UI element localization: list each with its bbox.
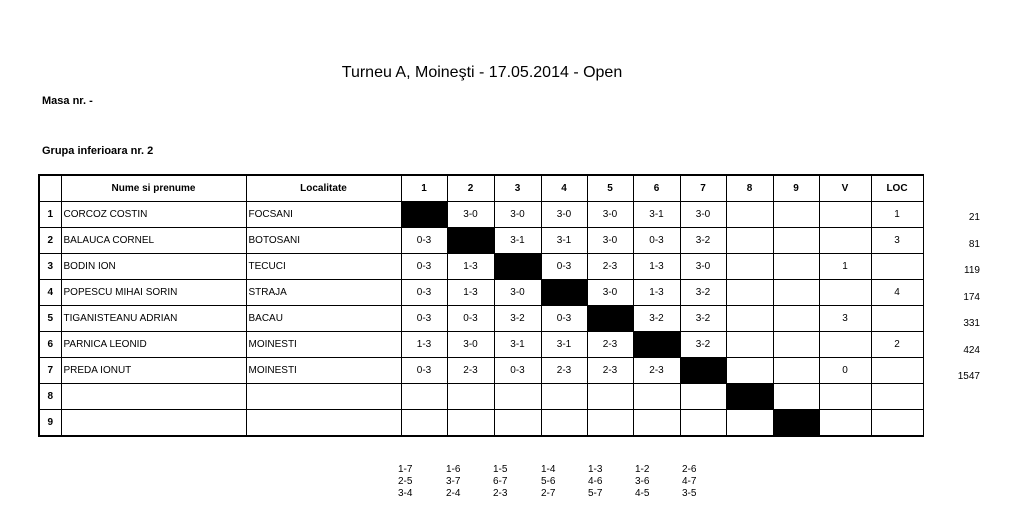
score-cell [401, 410, 447, 437]
wins-cell [819, 202, 871, 228]
score-cell: 1-3 [633, 254, 680, 280]
schedule-round [541, 464, 581, 500]
player-city: FOCSANI [246, 202, 401, 228]
player-number: 8 [39, 384, 61, 410]
wins-cell [819, 280, 871, 306]
wins-cell [819, 332, 871, 358]
schedule-round [493, 464, 533, 500]
score-cell: 0-3 [401, 280, 447, 306]
score-cell [494, 384, 541, 410]
place-cell [871, 306, 923, 332]
schedule-match: 3-7 [446, 476, 461, 487]
player-city: STRAJA [246, 280, 401, 306]
score-cell: 3-2 [680, 332, 726, 358]
diagonal-cell [494, 254, 541, 280]
score-cell [726, 358, 773, 384]
column-header: 8 [726, 175, 773, 202]
wins-cell: 0 [819, 358, 871, 384]
player-number: 4 [39, 280, 61, 306]
score-cell [773, 202, 819, 228]
score-cell: 3-0 [587, 228, 633, 254]
schedule-match: 1-3 [588, 464, 603, 475]
column-header [39, 175, 61, 202]
schedule-match: 1-4 [541, 464, 556, 475]
diagonal-cell [633, 332, 680, 358]
column-header: Nume si prenume [61, 175, 246, 202]
place-cell: 3 [871, 228, 923, 254]
score-cell [726, 228, 773, 254]
points-value: 21 [968, 212, 980, 223]
diagonal-cell [401, 202, 447, 228]
schedule-round [588, 464, 628, 500]
header-row [39, 175, 923, 202]
schedule-match: 5-7 [588, 488, 603, 499]
points-value: 1547 [957, 371, 980, 382]
schedule-match: 2-6 [682, 464, 697, 475]
table-row [39, 254, 923, 280]
player-name: POPESCU MIHAI SORIN [61, 280, 246, 306]
schedule-round [446, 464, 486, 500]
score-cell: 1-3 [447, 280, 494, 306]
player-city [246, 384, 401, 410]
player-city [246, 410, 401, 437]
diagonal-cell [680, 358, 726, 384]
results-grid [38, 174, 924, 437]
score-cell: 3-2 [680, 228, 726, 254]
schedule-match: 3-6 [635, 476, 650, 487]
score-cell: 3-1 [494, 228, 541, 254]
schedule-match: 1-2 [635, 464, 650, 475]
score-cell: 0-3 [633, 228, 680, 254]
score-cell [447, 410, 494, 437]
player-name: PREDA IONUT [61, 358, 246, 384]
score-cell [680, 410, 726, 437]
column-header: 7 [680, 175, 726, 202]
score-cell [773, 254, 819, 280]
diagonal-cell [447, 228, 494, 254]
player-city: BOTOSANI [246, 228, 401, 254]
score-cell: 3-0 [494, 280, 541, 306]
points-value: 119 [964, 265, 980, 276]
schedule-match: 2-4 [446, 488, 461, 499]
table-row [39, 228, 923, 254]
score-cell [587, 410, 633, 437]
points-value: 81 [968, 238, 980, 250]
score-cell: 3-2 [494, 306, 541, 332]
score-cell: 2-3 [587, 332, 633, 358]
schedule-match: 4-7 [682, 476, 697, 487]
score-cell: 3-0 [541, 202, 587, 228]
schedule-match: 4-6 [588, 476, 603, 487]
table-row [39, 332, 923, 358]
column-header: 5 [587, 175, 633, 202]
table-row [39, 306, 923, 332]
score-cell: 3-0 [494, 202, 541, 228]
score-cell: 1-3 [401, 332, 447, 358]
player-name: TIGANISTEANU ADRIAN [61, 306, 246, 332]
schedule-match: 1-7 [398, 464, 413, 475]
score-cell: 3-0 [587, 202, 633, 228]
table-row [39, 202, 923, 228]
column-header: V [819, 175, 871, 202]
score-cell [494, 410, 541, 437]
score-cell [773, 358, 819, 384]
column-header: 9 [773, 175, 819, 202]
score-cell [773, 228, 819, 254]
schedule-match: 6-7 [493, 476, 508, 487]
player-number: 6 [39, 332, 61, 358]
column-header: 3 [494, 175, 541, 202]
player-city: BACAU [246, 306, 401, 332]
player-name: PARNICA LEONID [61, 332, 246, 358]
score-cell [587, 384, 633, 410]
wins-cell: 1 [819, 254, 871, 280]
column-header: Localitate [246, 175, 401, 202]
schedule-match: 2-7 [541, 488, 556, 499]
schedule-match: 3-5 [682, 488, 697, 499]
table-row [39, 358, 923, 384]
place-cell [871, 358, 923, 384]
player-name [61, 410, 246, 437]
player-number: 3 [39, 254, 61, 280]
score-cell [773, 306, 819, 332]
schedule-match: 2-3 [493, 488, 508, 499]
wins-cell [819, 228, 871, 254]
score-cell: 2-3 [447, 358, 494, 384]
score-cell [726, 254, 773, 280]
score-cell [680, 384, 726, 410]
score-cell: 2-3 [541, 358, 587, 384]
score-cell: 0-3 [541, 254, 587, 280]
score-cell: 3-1 [541, 332, 587, 358]
player-number: 5 [39, 306, 61, 332]
score-cell: 2-3 [633, 358, 680, 384]
place-cell: 1 [871, 202, 923, 228]
score-cell: 3-2 [680, 306, 726, 332]
score-cell [401, 384, 447, 410]
schedule-round [635, 464, 675, 500]
score-cell: 3-0 [447, 332, 494, 358]
score-cell [773, 384, 819, 410]
schedule-match: 1-5 [493, 464, 508, 475]
score-cell: 0-3 [494, 358, 541, 384]
score-cell: 3-1 [494, 332, 541, 358]
diagonal-cell [587, 306, 633, 332]
score-cell: 3-0 [680, 202, 726, 228]
score-cell [633, 384, 680, 410]
schedule-match: 3-4 [398, 488, 413, 499]
player-name: BALAUCA CORNEL [61, 228, 246, 254]
column-header: 6 [633, 175, 680, 202]
score-cell [541, 384, 587, 410]
table-row [39, 410, 923, 437]
score-cell: 1-3 [447, 254, 494, 280]
wins-cell [819, 384, 871, 410]
score-cell: 3-1 [633, 202, 680, 228]
table-row [39, 280, 923, 306]
score-cell: 1-3 [633, 280, 680, 306]
wins-cell: 3 [819, 306, 871, 332]
diagonal-cell [541, 280, 587, 306]
place-cell [871, 410, 923, 437]
diagonal-cell [773, 410, 819, 437]
score-cell: 3-0 [680, 254, 726, 280]
schedule-match: 1-6 [446, 464, 461, 475]
player-city: TECUCI [246, 254, 401, 280]
score-cell [726, 280, 773, 306]
schedule-round [398, 464, 438, 500]
schedule-round [682, 464, 722, 500]
place-cell: 4 [871, 280, 923, 306]
group-label: Grupa inferioara nr. 2 [42, 145, 154, 157]
score-cell: 2-3 [587, 358, 633, 384]
place-cell [871, 254, 923, 280]
score-cell: 0-3 [401, 306, 447, 332]
player-number: 9 [39, 410, 61, 437]
column-header: 2 [447, 175, 494, 202]
column-header: 4 [541, 175, 587, 202]
player-number: 7 [39, 358, 61, 384]
score-cell [726, 306, 773, 332]
score-cell [773, 280, 819, 306]
score-cell [773, 332, 819, 358]
score-cell: 2-3 [587, 254, 633, 280]
score-cell: 0-3 [541, 306, 587, 332]
score-cell [726, 202, 773, 228]
diagonal-cell [726, 384, 773, 410]
score-cell: 3-1 [541, 228, 587, 254]
score-cell: 0-3 [401, 254, 447, 280]
schedule-match: 5-6 [541, 476, 556, 487]
table-number-label: Masa nr. - [42, 95, 93, 107]
score-cell: 3-2 [680, 280, 726, 306]
column-header: 1 [401, 175, 447, 202]
page-title: Turneu A, Moineşti - 17.05.2014 - Open [341, 64, 623, 81]
points-value: 331 [963, 318, 980, 329]
column-header: LOC [871, 175, 923, 202]
score-cell: 0-3 [447, 306, 494, 332]
score-cell: 3-0 [447, 202, 494, 228]
score-cell [726, 332, 773, 358]
score-cell [726, 410, 773, 437]
score-cell: 0-3 [401, 228, 447, 254]
score-cell [633, 410, 680, 437]
score-cell [541, 410, 587, 437]
wins-cell [819, 410, 871, 437]
place-cell [871, 384, 923, 410]
player-number: 2 [39, 228, 61, 254]
score-cell: 0-3 [401, 358, 447, 384]
player-number: 1 [39, 202, 61, 228]
place-cell: 2 [871, 332, 923, 358]
player-name: CORCOZ COSTIN [61, 202, 246, 228]
points-value: 174 [963, 291, 980, 303]
points-value: 424 [963, 344, 980, 356]
table-row [39, 384, 923, 410]
player-city: MOINESTI [246, 332, 401, 358]
schedule-match: 2-5 [398, 476, 413, 487]
player-name: BODIN ION [61, 254, 246, 280]
score-cell: 3-2 [633, 306, 680, 332]
player-name [61, 384, 246, 410]
score-cell [447, 384, 494, 410]
player-city: MOINESTI [246, 358, 401, 384]
score-cell: 3-0 [587, 280, 633, 306]
schedule-match: 4-5 [635, 488, 650, 499]
